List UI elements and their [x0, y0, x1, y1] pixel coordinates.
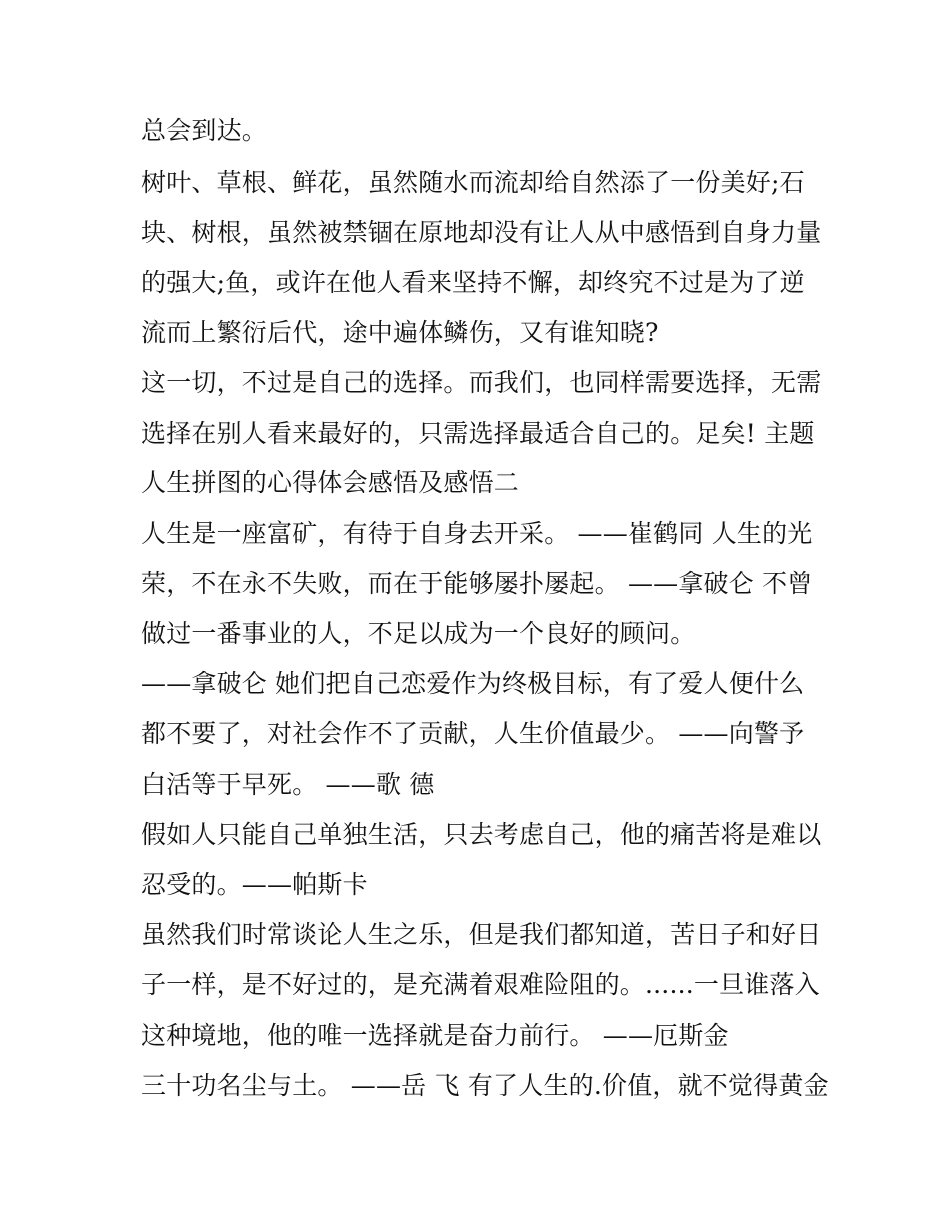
- text-line: 忍受的。——帕斯卡: [141, 870, 368, 899]
- text-line: 块、树根，虽然被禁锢在原地却没有让人从中感悟到自身力量: [141, 218, 822, 247]
- text-line: 的强大;鱼，或许在他人看来坚持不懈，却终究不过是为了逆: [141, 268, 805, 297]
- text-line: 这种境地，他的唯一选择就是奋力前行。 ——厄斯金: [141, 1021, 729, 1050]
- text-line: 子一样，是不好过的，是充满着艰难险阻的。......一旦谁落入: [141, 970, 820, 999]
- text-line: 这一切，不过是自己的选择。而我们，也同样需要选择，无需: [141, 368, 822, 397]
- text-line: 总会到达。: [141, 116, 268, 145]
- text-line: 选择在别人看来最好的，只需选择最适合自己的。足矣! 主题: [141, 419, 815, 448]
- text-line: ——拿破仑 她们把自己恋爱作为终极目标，有了爱人便什么: [141, 669, 805, 698]
- text-line: 三十功名尘与土。 ——岳 飞 有了人生的.价值，就不觉得黄金: [141, 1071, 829, 1100]
- text-line: 都不要了，对社会作不了贡献，人生价值最少。 ——向警予: [141, 719, 805, 748]
- text-line: 虽然我们时常谈论人生之乐，但是我们都知道，苦日子和好日: [141, 920, 822, 949]
- text-line: 流而上繁衍后代，途中遍体鳞伤，又有谁知晓?: [141, 318, 659, 347]
- text-line: 假如人只能自己单独生活，只去考虑自己，他的痛苦将是难以: [141, 820, 822, 849]
- section-heading: 人生拼图的心得体会感悟及感悟二: [141, 468, 520, 497]
- text-line: 荣，不在永不失败，而在于能够屡扑屡起。 ——拿破仑 不曾: [141, 569, 813, 598]
- text-line: 做过一番事业的人，不足以成为一个良好的顾问。: [141, 619, 696, 648]
- text-line: 树叶、草根、鲜花，虽然随水而流却给自然添了一份美好;石: [141, 168, 805, 197]
- text-line: 白活等于早死。 ——歌 德: [141, 770, 435, 799]
- text-line: 人生是一座富矿，有待于自身去开采。 ——崔鹤同 人生的光: [141, 519, 813, 548]
